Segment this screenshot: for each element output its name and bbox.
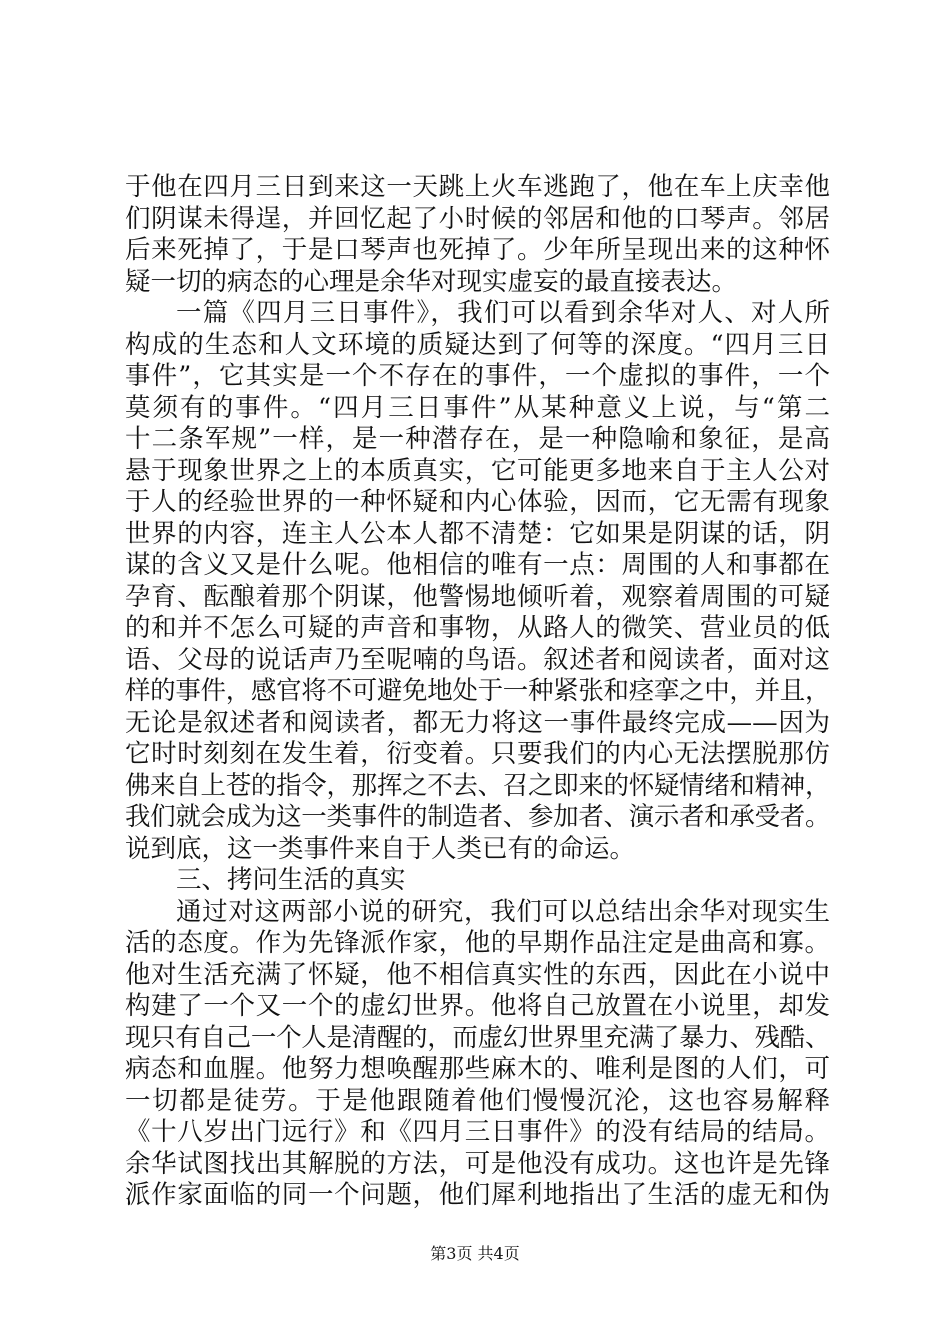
- text-line: 后来死掉了，于是口琴声也死掉了。少年所呈现出来的这种怀: [125, 235, 830, 265]
- text-line: 事件”，它其实是一个不存在的事件，一个虚拟的事件，一个: [125, 361, 830, 391]
- page-number-label: 第3页 共4页: [430, 1244, 520, 1263]
- text-line: 的和并不怎么可疑的声音和事物，从路人的微笑、营业员的低: [125, 613, 830, 643]
- text-line: 们阴谋未得逞，并回忆起了小时候的邻居和他的口琴声。邻居: [125, 203, 830, 234]
- text-line: 一篇《四月三日事件》，我们可以看到余华对人、对人所: [176, 298, 830, 328]
- text-line: 疑一切的病态的心理是余华对现实虚妄的最直接表达。: [125, 266, 738, 297]
- text-line: 说到底，这一类事件来自于人类已有的命运。: [125, 833, 636, 864]
- text-line: 十二条军规”一样，是一种潜存在，是一种隐喻和象征，是高: [125, 424, 830, 454]
- text-line: 语、父母的说话声乃至呢喃的鸟语。叙述者和阅读者，面对这: [125, 644, 830, 675]
- text-line: 通过对这两部小说的研究，我们可以总结出余华对现实生: [176, 896, 830, 927]
- text-line: 悬于现象世界之上的本质真实，它可能更多地来自于主人公对: [125, 455, 830, 486]
- text-line: 三、拷问生活的真实: [176, 865, 406, 895]
- text-line: 于他在四月三日到来这一天跳上火车逃跑了，他在车上庆幸他: [125, 172, 830, 202]
- text-line: 佛来自上苍的指令，那挥之不去、召之即来的怀疑情绪和精神，: [125, 770, 830, 801]
- text-line: 现只有自己一个人是清醒的，而虚幻世界里充满了暴力、残酷、: [125, 1022, 830, 1053]
- text-line: 活的态度。作为先锋派作家，他的早期作品注定是曲高和寡。: [125, 928, 830, 958]
- page-footer: [0, 1244, 950, 1264]
- document-body: [125, 172, 830, 1212]
- text-line: 我们就会成为这一类事件的制造者、参加者、演示者和承受者。: [125, 802, 830, 832]
- text-line: 世界的内容，连主人公本人都不清楚：它如果是阴谋的话，阴: [125, 518, 830, 549]
- text-line: 谋的含义又是什么呢。他相信的唯有一点：周围的人和事都在: [125, 550, 830, 580]
- text-line: 于人的经验世界的一种怀疑和内心体验，因而，它无需有现象: [125, 487, 830, 517]
- text-line: 莫须有的事件。“四月三日事件”从某种意义上说，与“第二: [125, 392, 830, 423]
- text-line: 《十八岁出门远行》和《四月三日事件》的没有结局的结局。: [125, 1117, 830, 1147]
- text-line: 他对生活充满了怀疑，他不相信真实性的东西，因此在小说中: [125, 959, 830, 990]
- text-line: 病态和血腥。他努力想唤醒那些麻木的、唯利是图的人们，可: [125, 1054, 830, 1084]
- text-line: 余华试图找出其解脱的方法，可是他没有成功。这也许是先锋: [125, 1148, 830, 1179]
- text-line: 构成的生态和人文环境的质疑达到了何等的深度。“四月三日: [125, 329, 830, 360]
- text-line: 无论是叙述者和阅读者，都无力将这一事件最终完成——因为: [125, 707, 830, 738]
- text-line: 样的事件，感官将不可避免地处于一种紧张和痉挛之中，并且，: [125, 676, 830, 706]
- text-line: 它时时刻刻在发生着，衍变着。只要我们的内心无法摆脱那仿: [125, 739, 830, 769]
- text-line: 派作家面临的同一个问题，他们犀利地指出了生活的虚无和伪: [125, 1180, 830, 1210]
- text-line: 孕育、酝酿着那个阴谋，他警惕地倾听着，观察着周围的可疑: [125, 581, 830, 612]
- text-line: 构建了一个又一个的虚幻世界。他将自己放置在小说里，却发: [125, 991, 830, 1021]
- text-line: 一切都是徒劳。于是他跟随着他们慢慢沉沦，这也容易解释: [125, 1085, 830, 1116]
